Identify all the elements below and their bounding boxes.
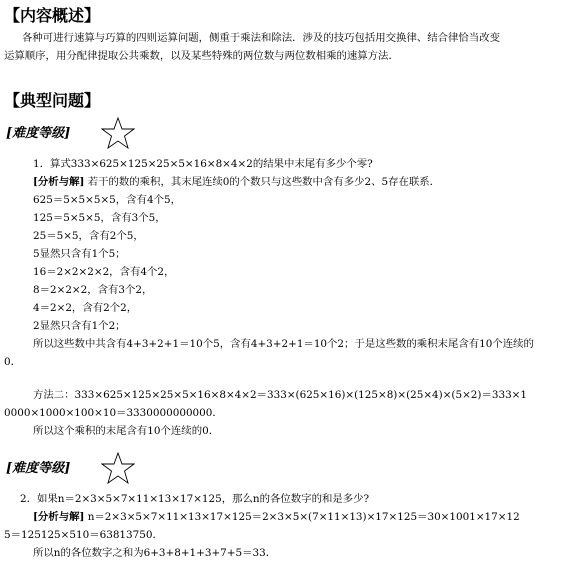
factor-line: 125＝5×5×5，含有3个5，: [33, 212, 166, 224]
analysis-label: [分析与解]: [33, 176, 85, 188]
factor-line: 8＝2×2×2，含有3个2，: [33, 284, 153, 296]
method-two-line-1: 方法二：333×625×125×25×5×16×8×4×2＝333×(625×16)×(125×8)×(25×4)×(5×2)＝333×1: [33, 389, 527, 401]
difficulty-label-1: [难度等级]: [6, 126, 71, 141]
problem-1-analysis: [33, 175, 440, 189]
star-outline-icon: [101, 117, 135, 149]
analysis-text: 若干的数的乘积，其末尾连续0的个数只与这些数中含有多少2、5存在联系．: [87, 176, 441, 188]
summary-line-1: 所以这些数中共含有4+3+2+1＝10个5，含有4+3+2+1＝10个2；于是这些数的乘积末尾含有10个连续的: [33, 338, 534, 350]
star-outline-icon: [101, 452, 135, 484]
factor-line: 2显然只含有1个2；: [33, 320, 126, 332]
problem-2-analysis: [33, 510, 520, 524]
analysis-text: n＝2×3×5×7×11×13×17×125＝2×3×5×(7×11×13)×17×125＝30×1001×17×12: [87, 511, 520, 523]
problem-2-question: 2．如果n＝2×3×5×7×11×13×17×125，那么n的各位数字的和是多少?: [20, 493, 370, 505]
problem-1-question: 1．算式333×625×125×25×5×16×8×4×2的结果中末尾有多少个零?: [33, 158, 373, 170]
summary-line-2: 0．: [4, 356, 22, 368]
factor-line: 4＝2×2，含有2个2，: [33, 302, 138, 314]
factor-line: 25＝5×5，含有2个5，: [33, 230, 144, 242]
method-two-line-3: 所以这个乘积的末尾含有10个连续的0．: [33, 425, 220, 437]
section-title-typical-problems: 【典型问题】: [4, 91, 101, 110]
overview-paragraph-line-2: 运算顺序，用分配律提取公共乘数，以及某些特殊的两位数与两位数相乘的速算方法．: [4, 50, 399, 62]
problem-2-line-3: 所以n的各位数字之和为6+3+8+1+3+7+5＝33．: [33, 547, 277, 559]
difficulty-label-2: [难度等级]: [6, 461, 71, 476]
section-title-overview: 【内容概述】: [4, 6, 101, 25]
method-two-line-2: 0000×1000×100×10＝3330000000000．: [4, 407, 223, 419]
overview-paragraph-line-1: 各种可进行速算与巧算的四则运算问题，侧重于乘法和除法．涉及的技巧包括用交换律、结合律恰当改变: [22, 32, 500, 44]
factor-line: 16＝2×2×2×2，含有4个2，: [33, 266, 175, 278]
analysis-label: [分析与解]: [33, 511, 85, 523]
problem-2-line-2: 5＝125125×510＝63813750．: [4, 529, 163, 541]
factor-line: 625＝5×5×5×5，含有4个5，: [33, 194, 181, 206]
factor-line: 5显然只含有1个5；: [33, 248, 126, 260]
